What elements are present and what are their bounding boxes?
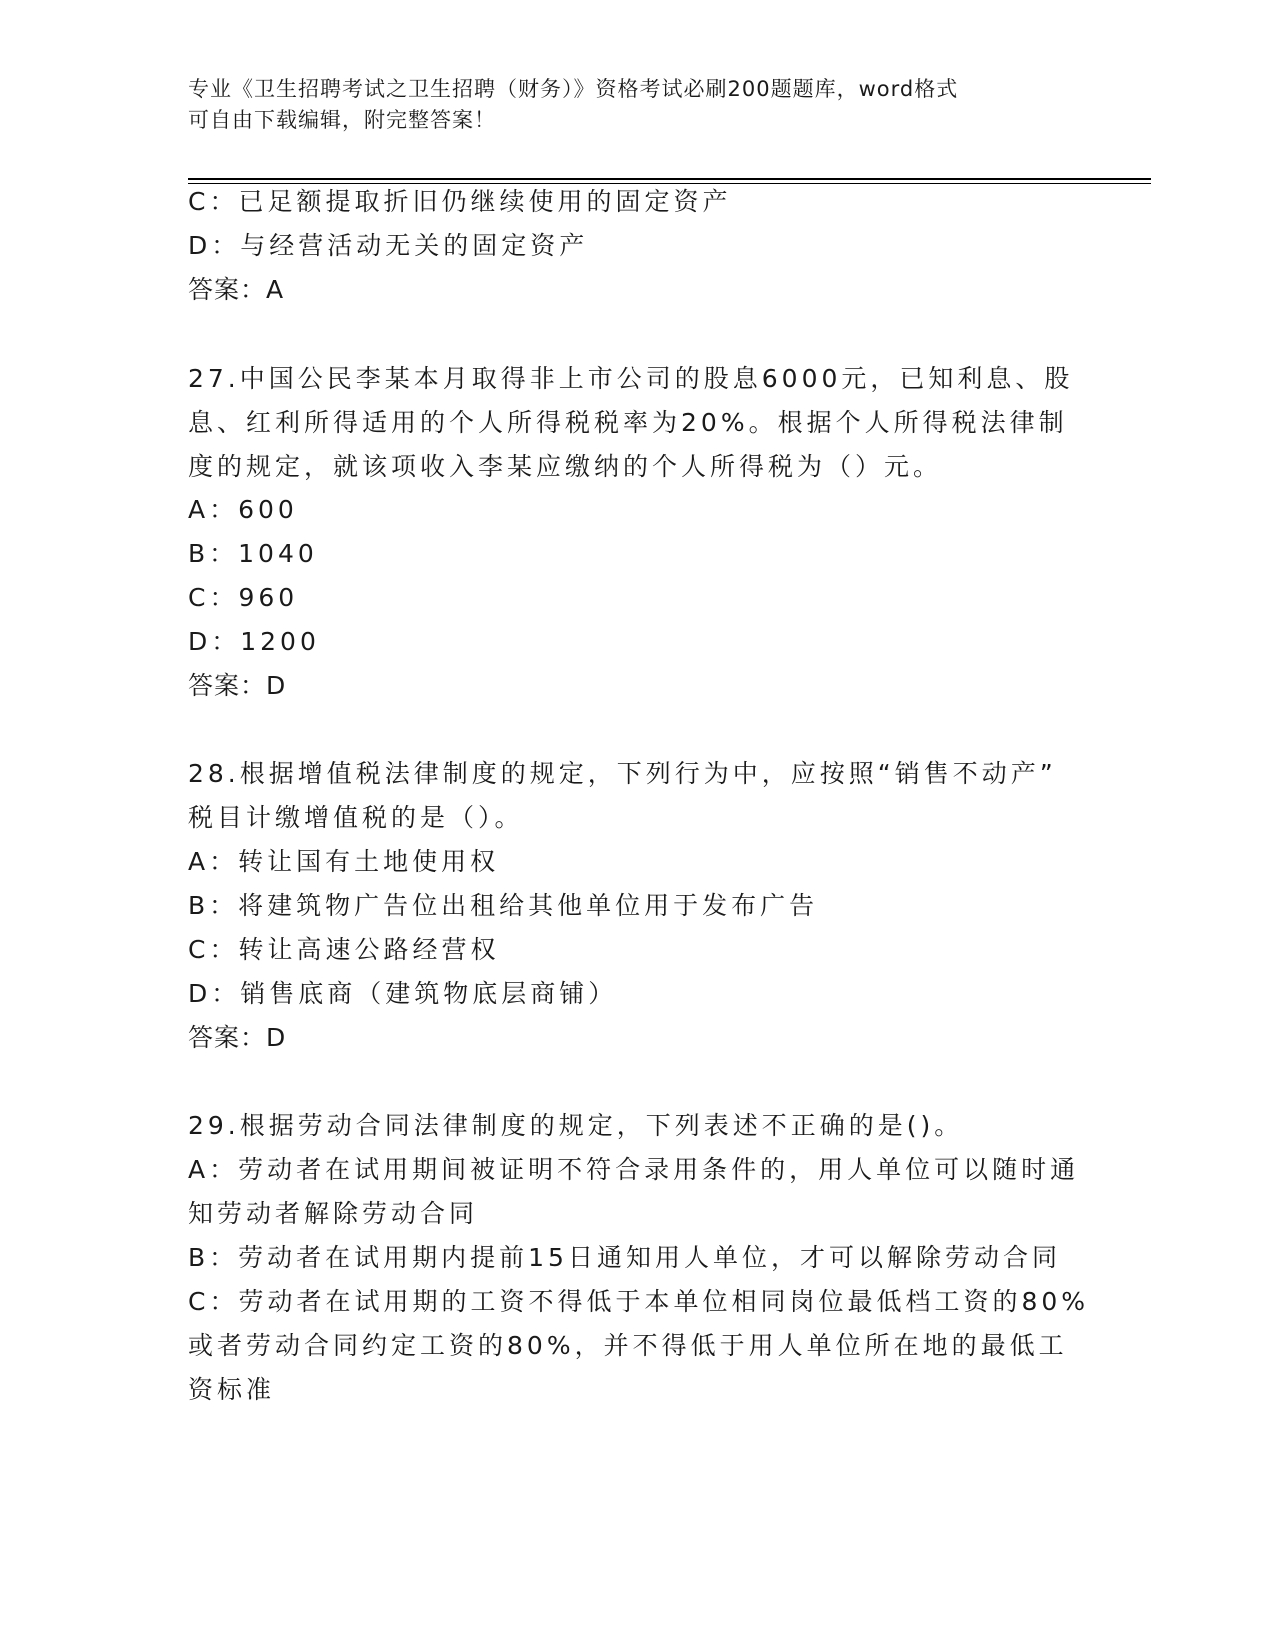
q27-option-b: B：1040 [188, 539, 318, 568]
q29-option-c-line-1: C：劳动者在试用期的工资不得低于本单位相同岗位最低档工资的80% [188, 1287, 1090, 1316]
q28-option-c: C：转让高速公路经营权 [188, 935, 500, 964]
q28-stem-line-2: 税目计缴增值税的是（）。 [188, 803, 524, 832]
q27-option-a: A：600 [188, 495, 298, 524]
q26-option-c: C：已足额提取折旧仍继续使用的固定资产 [188, 187, 732, 216]
header-line-2: 可自由下载编辑，附完整答案！ [188, 108, 496, 132]
q27-stem-line-1: 27.中国公民李某本月取得非上市公司的股息6000元，已知利息、股 [188, 364, 1074, 393]
q28-stem-line-1: 28.根据增值税法律制度的规定，下列行为中，应按照“销售不动产” [188, 759, 1057, 788]
q27-stem-line-3: 度的规定，就该项收入李某应缴纳的个人所得税为（）元。 [188, 452, 943, 481]
q28-answer: 答案：D [188, 1023, 287, 1052]
q28-option-b: B：将建筑物广告位出租给其他单位用于发布广告 [188, 891, 819, 920]
q27-answer: 答案：D [188, 671, 287, 700]
q27-option-d: D：1200 [188, 627, 320, 656]
q28-option-d: D：销售底商（建筑物底层商铺） [188, 979, 618, 1008]
q29-option-c-line-3: 资标准 [188, 1375, 276, 1404]
q29-option-a-line-1: A：劳动者在试用期间被证明不符合录用条件的，用人单位可以随时通 [188, 1155, 1080, 1184]
q26-answer: 答案：A [188, 275, 285, 304]
header-rule-thick [188, 178, 1151, 180]
q29-option-c-line-2: 或者劳动合同约定工资的80%，并不得低于用人单位所在地的最低工 [188, 1331, 1068, 1360]
q27-option-c: C：960 [188, 583, 299, 612]
q29-stem-line-1: 29.根据劳动合同法律制度的规定，下列表述不正确的是()。 [188, 1111, 964, 1140]
q29-option-b: B：劳动者在试用期内提前15日通知用人单位，才可以解除劳动合同 [188, 1243, 1061, 1272]
header-line-1: 专业《卫生招聘考试之卫生招聘（财务）》资格考试必刷200题题库，word格式 [188, 77, 959, 101]
q28-option-a: A：转让国有土地使用权 [188, 847, 500, 876]
q26-option-d: D：与经营活动无关的固定资产 [188, 231, 589, 260]
q29-option-a-line-2: 知劳动者解除劳动合同 [188, 1199, 479, 1228]
document-header [188, 74, 1088, 136]
q27-stem-line-2: 息、红利所得适用的个人所得税税率为20%。根据个人所得税法律制 [188, 408, 1068, 437]
